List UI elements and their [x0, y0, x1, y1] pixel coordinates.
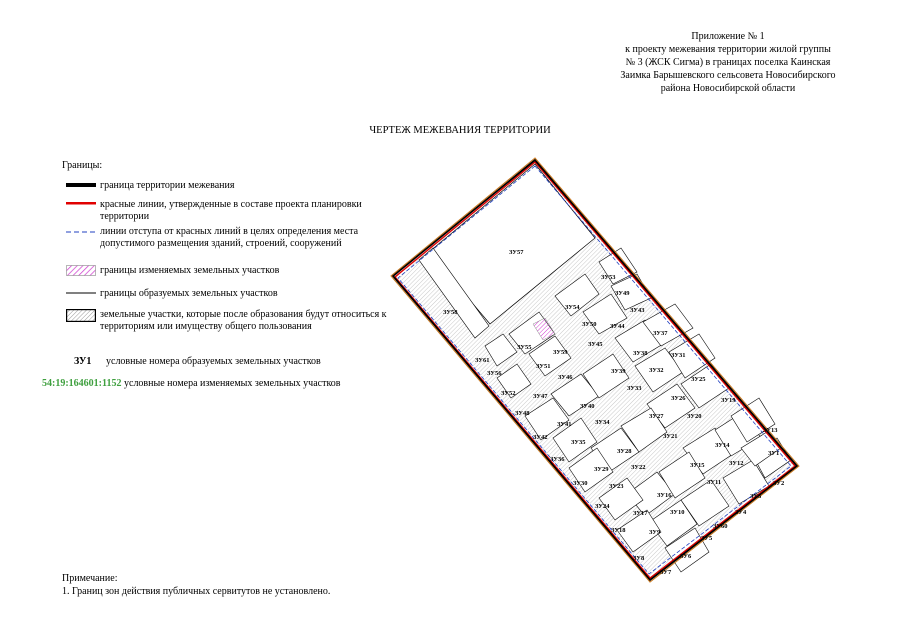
plot-label: ЗУ39	[611, 368, 626, 375]
plot-label: ЗУ32	[649, 367, 664, 374]
plot-label: ЗУ45	[588, 341, 603, 348]
plot-label: ЗУ13	[763, 427, 778, 434]
plot-label: ЗУ48	[515, 410, 530, 417]
plot-label: ЗУ10	[670, 509, 685, 516]
plot-label: ЗУ2	[773, 480, 785, 487]
territory	[391, 158, 799, 582]
plot-label: ЗУ52	[501, 390, 516, 397]
plot-label: ЗУ29	[594, 466, 609, 473]
plot-label: ЗУ51	[536, 363, 551, 370]
plot-label: ЗУ21	[663, 433, 678, 440]
plot-label: ЗУ14	[715, 442, 730, 449]
plot-label: ЗУ28	[617, 448, 632, 455]
plot-label: ЗУ44	[610, 323, 625, 330]
plot-label: ЗУ9	[649, 529, 661, 536]
plot-label: ЗУ59	[553, 349, 568, 356]
appendix-line-2: к проекту межевания территории жилой группы	[625, 44, 831, 55]
thin-line-icon	[66, 290, 96, 296]
plot-label: ЗУ11	[707, 479, 722, 486]
plot-label: ЗУ25	[691, 376, 706, 383]
note	[62, 572, 330, 598]
appendix-line-3: № 3 (ЖСК Сигма) в границах поселка Каинская	[625, 57, 831, 68]
red-line-icon	[66, 200, 96, 206]
plot-label: ЗУ8	[633, 555, 645, 562]
plot-label: ЗУ41	[557, 421, 572, 428]
plot-label: ЗУ61	[475, 357, 490, 364]
plot-label: ЗУ42	[533, 434, 548, 441]
plot-label: ЗУ60	[713, 523, 728, 530]
plot-label: ЗУ35	[571, 439, 586, 446]
plot-label: ЗУ57	[509, 249, 524, 256]
note-text: 1. Границ зон действия публичных сервитутов не установлено.	[62, 586, 331, 597]
plot-label: ЗУ23	[609, 483, 624, 490]
dashed-line-icon	[66, 229, 96, 235]
appendix-header	[578, 30, 878, 95]
plot-label: ЗУ6	[680, 553, 692, 560]
plot-label: ЗУ27	[649, 413, 664, 420]
plot-label: ЗУ19	[721, 397, 736, 404]
plot-label: ЗУ38	[633, 350, 648, 357]
plot-label: ЗУ36	[550, 456, 565, 463]
survey-map	[385, 148, 805, 588]
hatched-pink-icon	[66, 265, 96, 276]
plot-label: ЗУ54	[565, 304, 580, 311]
thick-line-icon	[66, 182, 96, 188]
plot-label: ЗУ37	[653, 330, 668, 337]
appendix-line-4: Заимка Барышевского сельсовета Новосибирского	[620, 70, 836, 81]
plot-label: ЗУ26	[671, 395, 686, 402]
plot-label: ЗУ7	[660, 569, 672, 576]
plot-label: ЗУ20	[687, 413, 702, 420]
plot-label: ЗУ4	[735, 509, 747, 516]
plot-label: ЗУ18	[611, 527, 626, 534]
appendix-line-5: района Новосибирской области	[660, 83, 796, 94]
plot-label: ЗУ40	[580, 403, 595, 410]
plot-label: ЗУ15	[690, 462, 705, 469]
plot-label: ЗУ22	[631, 464, 646, 471]
plot-label: ЗУ47	[533, 393, 548, 400]
plot-label: ЗУ16	[657, 492, 672, 499]
note-heading: Примечание:	[62, 573, 118, 584]
plot-label: ЗУ3	[750, 493, 762, 500]
plot-label: ЗУ53	[601, 274, 616, 281]
plot-label: ЗУ46	[558, 374, 573, 381]
plot-label: ЗУ33	[627, 385, 642, 392]
plot-label: ЗУ31	[671, 352, 686, 359]
plot-label: ЗУ43	[630, 307, 645, 314]
plot-label: ЗУ58	[443, 309, 458, 316]
appendix-line-1: Приложение № 1	[691, 31, 765, 42]
plot-label: ЗУ30	[573, 480, 588, 487]
legend-header: Границы:	[62, 160, 103, 171]
plot-label: ЗУ12	[729, 460, 744, 467]
plot-label: ЗУ56	[487, 370, 502, 377]
plot-label: ЗУ17	[633, 510, 648, 517]
plot-label: ЗУ5	[701, 535, 713, 542]
plot-label: ЗУ24	[595, 503, 610, 510]
plot-label: ЗУ49	[615, 290, 630, 297]
plot-label: ЗУ50	[582, 321, 597, 328]
page-title: ЧЕРТЕЖ МЕЖЕВАНИЯ ТЕРРИТОРИИ	[369, 125, 551, 136]
hatched-grey-icon	[66, 309, 96, 322]
plot-label: ЗУ1	[768, 450, 780, 457]
plot-label: ЗУ55	[517, 344, 532, 351]
plot-label: ЗУ34	[595, 419, 610, 426]
